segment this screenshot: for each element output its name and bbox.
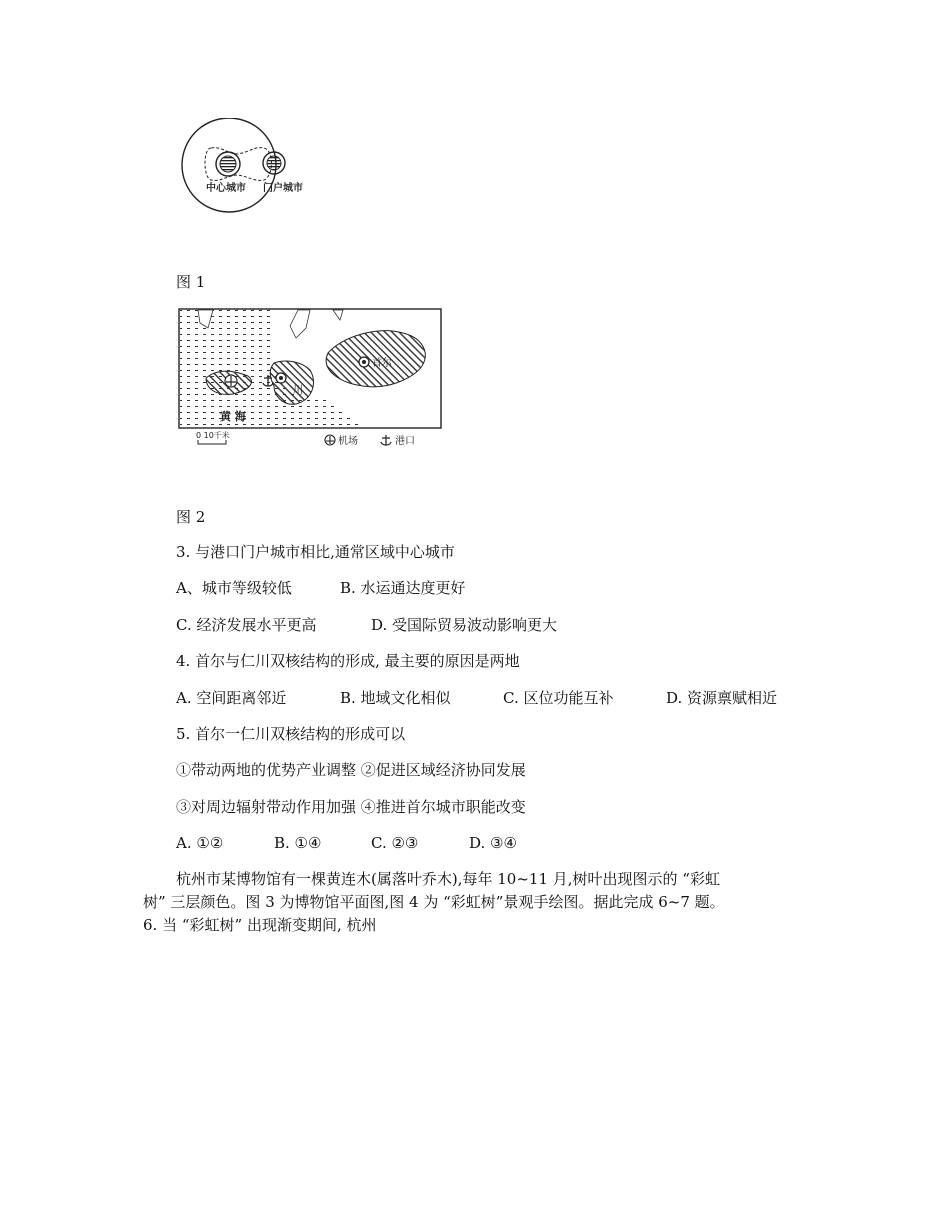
airport-icon: [225, 375, 237, 387]
option-4d[interactable]: D. 资源禀赋相近: [666, 689, 778, 707]
option-4c[interactable]: C. 区位功能互补: [503, 689, 614, 707]
gateway-city-label: 门户城市: [263, 183, 303, 194]
sea-label: 黄 海: [220, 410, 246, 423]
legend-airport-label: 机场: [338, 436, 358, 447]
question-3-options-row-1: [176, 578, 466, 598]
scale-label: 0 10千米: [196, 431, 230, 440]
option-5a[interactable]: A. ①②: [176, 834, 224, 852]
figure-1-label: 图 1: [176, 273, 206, 291]
question-6-stem: 6. 当 “彩虹树” 出现渐变期间, 杭州: [143, 916, 377, 934]
option-4a[interactable]: A. 空间距离邻近: [176, 689, 287, 707]
figure-1-diagram: [176, 118, 326, 216]
option-5d[interactable]: D. ③④: [469, 834, 517, 852]
option-3d[interactable]: D. 受国际贸易波动影响更大: [371, 616, 558, 634]
option-3c[interactable]: C. 经济发展水平更高: [176, 616, 317, 634]
legend-port-label: 港口: [395, 436, 415, 447]
incheon-label: 川: [293, 385, 303, 396]
seoul-city-icon: [359, 357, 369, 367]
question-5-stem: 5. 首尔一仁川双核结构的形成可以: [176, 725, 406, 743]
option-3a[interactable]: A、城市等级较低: [176, 579, 292, 597]
option-5b[interactable]: B. ①④: [274, 834, 322, 852]
question-4-stem: 4. 首尔与仁川双核结构的形成, 最主要的原因是两地: [176, 652, 520, 670]
question-5-options: [176, 833, 517, 853]
passage-line-2: 树” 三层颜色。图 3 为博物馆平面图,图 4 为 “彩虹树”景观手绘图。据此完成 6~7 题。: [143, 893, 725, 911]
incheon-city-icon: [276, 373, 286, 383]
center-city-label: 中心城市: [206, 183, 246, 194]
option-3b[interactable]: B. 水运通达度更好: [340, 579, 466, 597]
question-5-statement-2: ③对周边辐射带动作用加强 ④推进首尔城市职能改变: [176, 798, 526, 816]
scale-bar: [196, 430, 230, 444]
question-4-options: [176, 688, 777, 708]
figure-2-map: [178, 308, 444, 450]
passage-line-1: 杭州市某博物馆有一棵黄连木(属落叶乔木),每年 10~11 月,树叶出现图示的 “彩虹: [176, 870, 720, 888]
seoul-label: 首尔: [372, 358, 392, 369]
option-4b[interactable]: B. 地域文化相似: [340, 689, 451, 707]
legend-port: [381, 434, 415, 447]
question-5-statement-1: ①带动两地的优势产业调整 ②促进区域经济协同发展: [176, 761, 526, 779]
question-3-stem: 3. 与港口门户城市相比,通常区域中心城市: [176, 543, 455, 561]
option-5c[interactable]: C. ②③: [371, 834, 419, 852]
legend-airport: [325, 434, 358, 447]
figure-2-label: 图 2: [176, 508, 206, 526]
question-3-options-row-2: [176, 615, 557, 635]
